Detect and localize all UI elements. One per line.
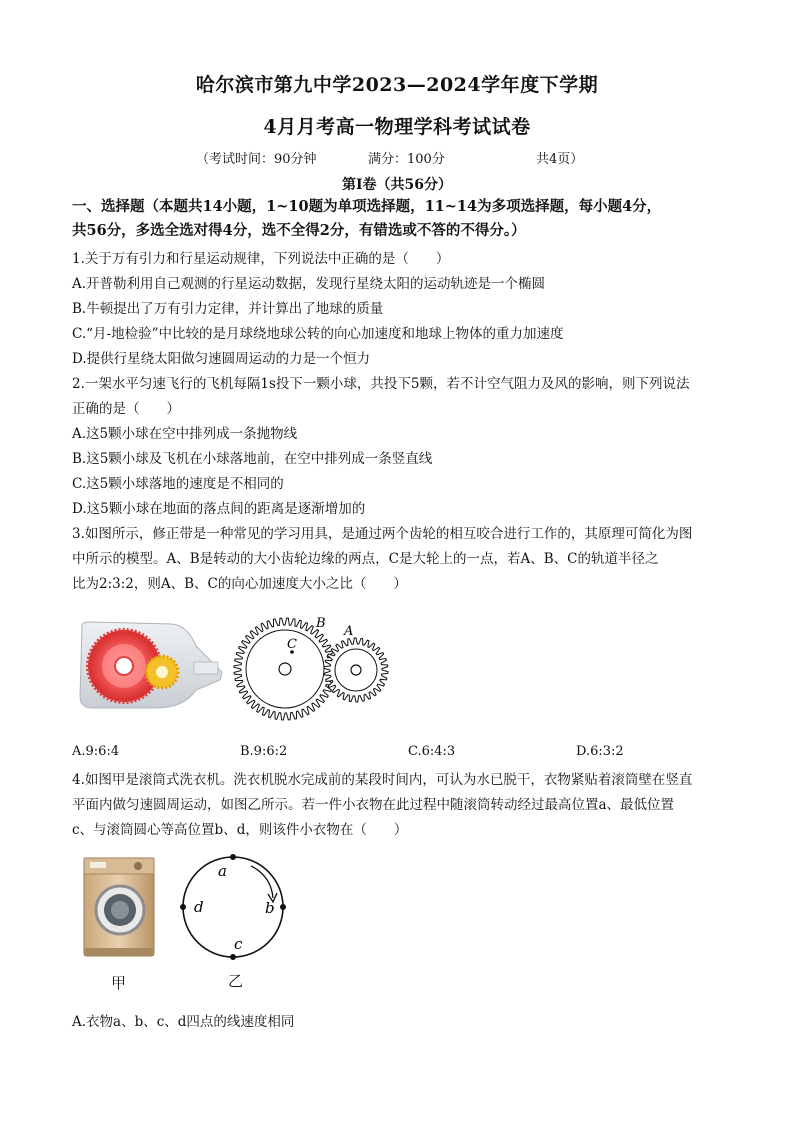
exam-score: 满分：100分 <box>368 152 445 167</box>
point-a <box>230 854 236 860</box>
exam-pages: 共4页） <box>536 152 584 167</box>
label-a-drum: a <box>218 862 227 880</box>
caption-yi: 乙 <box>228 972 244 990</box>
caption-jia: 甲 <box>111 974 127 992</box>
large-gear-center <box>279 663 291 675</box>
q1-stem: 1.关于万有引力和行星运动规律，下列说法中正确的是（ ） <box>72 251 450 267</box>
section-instructions-line1: 一、选择题（本题共14小题，1~10题为单项选择题，11~14为多项选择题，每小题4分， <box>72 198 662 215</box>
exam-time: （考试时间：90分钟 <box>196 152 317 167</box>
correction-tape-photo <box>76 616 226 712</box>
gear-diagram <box>232 610 392 726</box>
point-c-drum <box>230 954 236 960</box>
q2-stem-line2: 正确的是（ ） <box>72 401 180 417</box>
q2-stem-line1: 2.一架水平匀速飞行的飞机每隔1s投下一颗小球，共投下5颗，若不计空气阻力及风的影响，则下列说法 <box>72 376 690 392</box>
rotation-arrow <box>251 866 273 898</box>
q1-option-d: D.提供行星绕太阳做匀速圆周运动的力是一个恒力 <box>72 351 371 367</box>
label-a: A <box>344 624 354 639</box>
q2-option-a: A.这5颗小球在空中排列成一条抛物线 <box>72 426 298 442</box>
q3-stem-line2: 中所示的模型。A、B是转动的大小齿轮边缘的两点，C是大轮上的一点，若A、B、C的轨道半径之 <box>72 551 659 567</box>
label-c: C <box>287 637 297 652</box>
q3-option-a: A.9:6:4 <box>72 744 120 759</box>
q3-option-c: C.6:4:3 <box>408 744 456 759</box>
q4-stem-line2: 平面内做匀速圆周运动，如图乙所示。若一件小衣物在此过程中随滚筒转动经过最高位置a、最低位置 <box>72 797 675 813</box>
q2-option-d: D.这5颗小球在地面的落点间的距离是逐渐增加的 <box>72 501 366 517</box>
q2-option-c: C.这5颗小球落地的速度是不相同的 <box>72 476 284 492</box>
small-gear-center <box>351 665 361 675</box>
point-d <box>180 904 186 910</box>
q1-option-a: A.开普勒利用自己观测的行星运动数据，发现行星绕太阳的运动轨迹是一个椭圆 <box>72 276 546 292</box>
label-b: B <box>316 616 326 631</box>
q1-option-c: C.“月-地检验”中比较的是月球绕地球公转的向心加速度和地球上物体的重力加速度 <box>72 326 564 342</box>
q3-stem-line3: 比为2:3:2，则A、B、C的向心加速度大小之比（ ） <box>72 576 407 592</box>
q1-option-b: B.牛顿提出了万有引力定律，并计算出了地球的质量 <box>72 301 384 317</box>
section-instructions-line2: 共56分，多选全选对得4分，选不全得2分，有错选或不答的不得分。） <box>72 222 526 239</box>
label-c-drum: c <box>234 935 243 953</box>
exam-title: 哈尔滨市第九中学2023—2024学年度下学期 <box>195 74 599 96</box>
q4-stem-line1: 4.如图甲是滚筒式洗衣机。洗衣机脱水完成前的某段时间内，可认为水已脱干，衣物紧贴着滚筒壁在竖直 <box>72 772 693 788</box>
washing-machine-photo <box>80 854 160 962</box>
q3-option-d: D.6:3:2 <box>576 744 624 759</box>
q2-option-b: B.这5颗小球及飞机在小球落地前，在空中排列成一条竖直线 <box>72 451 433 467</box>
q4-option-a: A.衣物a、b、c、d四点的线速度相同 <box>72 1014 295 1030</box>
q3-option-b: B.9:6:2 <box>240 744 288 759</box>
q4-stem-line3: c、与滚筒圆心等高位置b、d，则该件小衣物在（ ） <box>72 822 408 838</box>
drum-diagram <box>176 852 292 964</box>
label-d-drum: d <box>194 898 204 916</box>
label-b-drum: b <box>265 899 275 917</box>
exam-subtitle: 4月月考高一物理学科考试试卷 <box>263 116 531 138</box>
q3-stem-line1: 3.如图所示，修正带是一种常见的学习用具，是通过两个齿轮的相互咬合进行工作的，其原理可简化为图 <box>72 526 693 542</box>
point-b <box>280 904 286 910</box>
volume-heading: 第Ⅰ卷（共56分） <box>341 177 453 193</box>
